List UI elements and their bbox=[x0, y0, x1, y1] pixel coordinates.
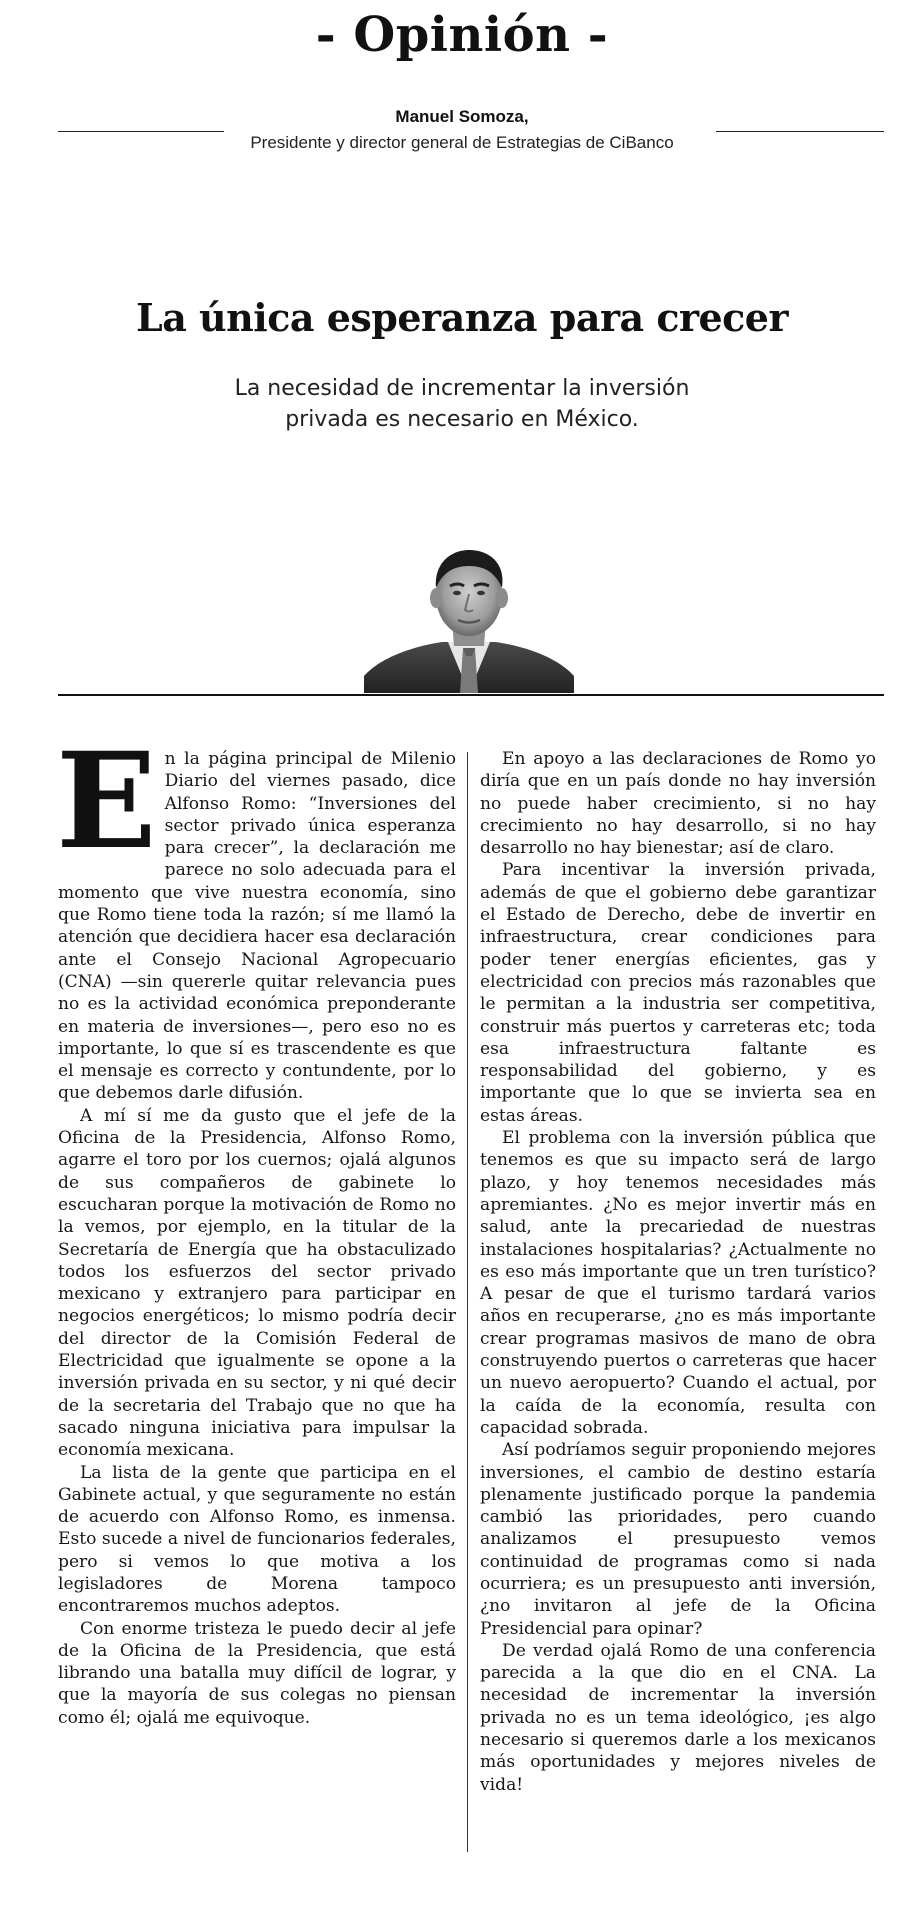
headline: La única esperanza para crecer bbox=[135, 295, 788, 340]
dek: La necesidad de incrementar la inversión privada es necesario en México. bbox=[234, 376, 690, 432]
paragraph: Para incentivar la inversión privada, además de que el gobierno debe garantizar el Estado de Derecho, debe de invertir en infraestructura, crear condiciones para poder tener energías eficientes, gas y electricidad con precios más razonables que le permitan a la industria ser competitiva, construir más puertos y carreteras etc; toda esa infraestructura faltante es responsabilidad del gobierno, y es importante que lo que se invierta sea en estas áreas. bbox=[480, 860, 876, 1126]
section-title: - Opinión - bbox=[315, 7, 609, 63]
photo-divider bbox=[58, 694, 884, 696]
paragraph: El problema con la inversión pública que tenemos es que su impacto será de largo plazo, y hoy tenemos necesidades más apremiantes. ¿No es mejor invertir más en salud, ante la precariedad de nuestras instalaciones hospitalarias? ¿Actualmente no es eso más importante que un tren turístico? A pesar de que el turismo tardará varios años en recuperarse, ¿no es más importante crear programas masivos de mano de obra construyendo puertos o carreteras que hacer un nuevo aeropuerto? Cuando el actual, por la caída de la economía, resulta con capacidad sobrada. bbox=[480, 1128, 876, 1438]
author-portrait-icon bbox=[364, 548, 574, 693]
paragraph: De verdad ojalá Romo de una conferencia parecida a la que dio en el CNA. La necesidad de incrementar la inversión privada no es un tema ideológico, ¡es algo necesario si queremos darle a los mexicanos más oportunidades y mejores niveles de vida! bbox=[480, 1640, 876, 1795]
right-column bbox=[480, 748, 876, 1796]
paragraph-text: n la página principal de Milenio Diario del viernes pasado, dice Alfonso Romo: “Inversiones del sector privado única esperanza para crecer”, la declaración me parece no solo adecuada para el momento que vive nuestra economía, sino que Romo tiene toda la razón; sí me llamó la atención que decidiera hacer esa declaración ante el Consejo Nacional Agropecuario (CNA) —sin quererle quitar relevancia pues no es la actividad económica preponderante en materia de inversiones—, pero eso no es importante, lo que sí es trascendente es que el mensaje es correcto y contundente, por lo que debemos darle difusión. bbox=[58, 749, 456, 1104]
left-column bbox=[56, 724, 456, 1729]
author-name: Manuel Somoza, bbox=[395, 107, 529, 126]
author-role: Presidente y director general de Estrategias de CiBanco bbox=[250, 133, 674, 152]
paragraph: En apoyo a las declaraciones de Romo yo diría que en un país donde no hay inversión no puede haber crecimiento, si no hay crecimiento no hay desarrollo, si no hay desarrollo no hay bienestar; así de claro. bbox=[480, 749, 876, 859]
column-divider bbox=[467, 752, 468, 1852]
paragraph: A mí sí me da gusto que el jefe de la Oficina de la Presidencia, Alfonso Romo, agarre el toro por los cuernos; ojalá algunos de sus compañeros de gabinete lo escucharan porque la motivación de Romo no la vemos, por ejemplo, en la titular de la Secretaría de Energía que ha obstaculizado todos los esfuerzos del sector privado mexicano y extranjero para participar en negocios energéticos; lo mismo podría decir del director de la Comisión Federal de Electricidad que igualmente se opone a la inversión privada en su sector, y ni qué decir de la secretaria del Trabajo que no que ha sacado ninguna iniciativa para impulsar la economía mexicana. bbox=[58, 1105, 456, 1461]
paragraph bbox=[56, 724, 456, 1105]
drop-cap: E bbox=[56, 724, 157, 879]
paragraph: La lista de la gente que participa en el Gabinete actual, y que seguramente no están de acuerdo con Alfonso Romo, es inmensa. Esto sucede a nivel de funcionarios federales, pero si vemos lo que motiva a los legisladores de Morena tampoco encontraremos muchos adeptos. bbox=[58, 1462, 456, 1617]
paragraph: Así podríamos seguir proponiendo mejores inversiones, el cambio de destino estaría plenamente justificado porque la pandemia cambió las prioridades, pero cuando analizamos el presupuesto vemos continuidad de programas como si nada ocurriera; es un presupuesto anti inversión, ¿no invitaron al jefe de la Oficina Presidencial para opinar? bbox=[480, 1440, 876, 1639]
paragraph: Con enorme tristeza le puedo decir al jefe de la Oficina de la Presidencia, que está librando una batalla muy difícil de lograr, y que la mayoría de sus colegas no piensan como él; ojalá me equivoque. bbox=[58, 1618, 456, 1728]
